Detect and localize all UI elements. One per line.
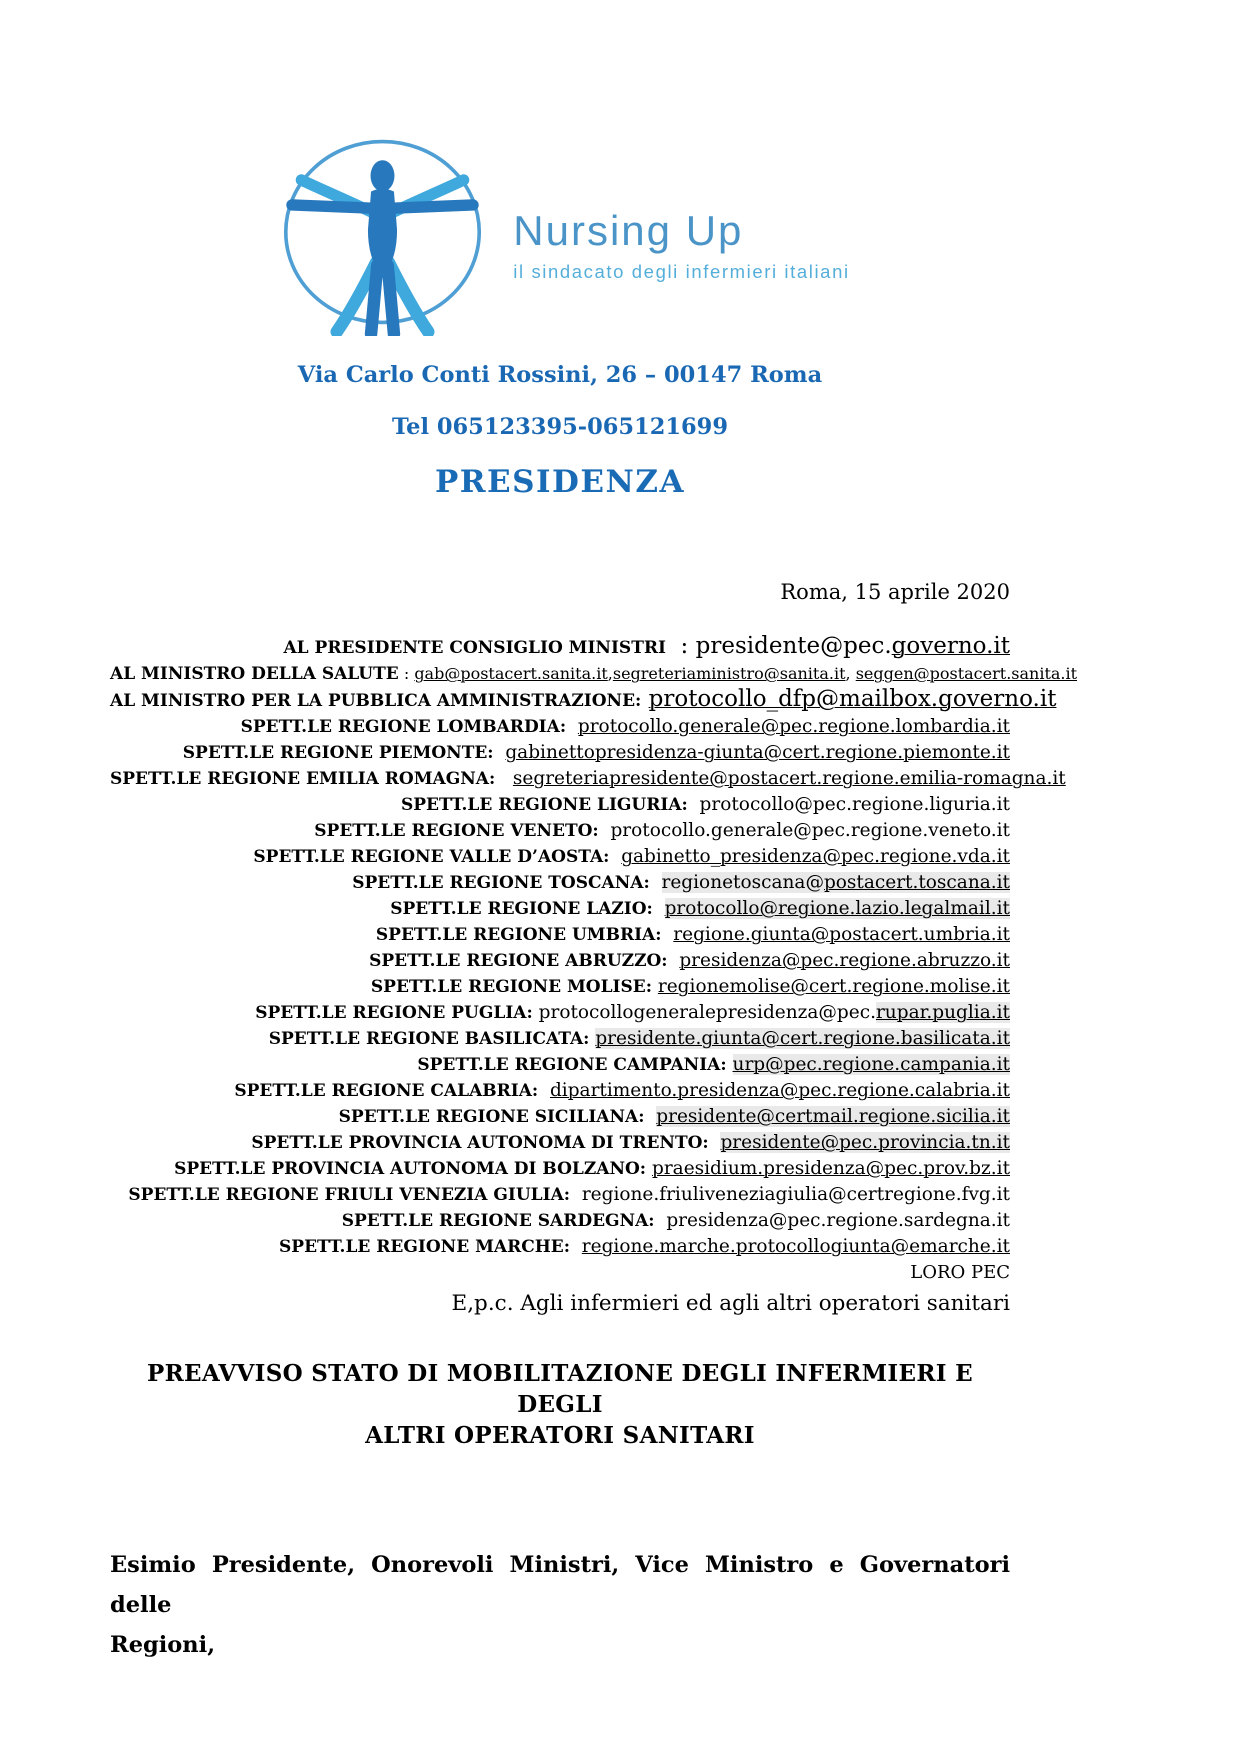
- recipient-email-link[interactable]: protocollo_dfp@mailbox.governo.it: [648, 686, 1057, 712]
- recipient-separator: [566, 716, 578, 737]
- recipient-label: SPETT.LE REGIONE TOSCANA:: [352, 873, 650, 893]
- recipient-label: SPETT.LE REGIONE SARDEGNA:: [341, 1211, 655, 1231]
- recipient-label: SPETT.LE REGIONE PIEMONTE:: [182, 743, 494, 763]
- recipient-label: SPETT.LE REGIONE VENETO:: [314, 821, 599, 841]
- recipient-email-link[interactable]: gabinettopresidenza-giunta@cert.regione.piemonte.it: [505, 742, 1010, 763]
- salutation: [110, 1545, 1010, 1665]
- recipient-email: regionetoscana@: [661, 872, 824, 893]
- recipient-email: regione.friuliveneziagiulia@certregione.fvg.it: [581, 1184, 1010, 1205]
- brand-tagline: il sindacato degli infermieri italiani: [513, 261, 850, 282]
- recipient-line: [110, 844, 1010, 870]
- recipient-label: SPETT.LE REGIONE BASILICATA:: [268, 1029, 590, 1049]
- recipient-email-link[interactable]: presidente@pec.provincia.tn.it: [720, 1132, 1010, 1153]
- salutation-line-1: Esimio Presidente, Onorevoli Ministri, Vice Ministro e Governatori delle: [110, 1552, 1010, 1618]
- recipient-email-link[interactable]: presidente.giunta@cert.regione.basilicata.it: [595, 1028, 1010, 1049]
- recipient-email: presidenza@pec.regione.sardegna.it: [666, 1210, 1010, 1231]
- recipient-separator: [609, 846, 621, 867]
- recipient-email-link[interactable]: segreteriapresidente@postacert.regione.emilia-romagna.it: [512, 768, 1066, 789]
- recipient-email-link[interactable]: gab@postacert.sanita.it: [414, 664, 608, 683]
- recipient-label: SPETT.LE PROVINCIA AUTONOMA DI BOLZANO:: [174, 1159, 647, 1179]
- subject-line-2: ALTRI OPERATORI SANITARI: [365, 1422, 755, 1449]
- recipient-separator: [709, 1132, 721, 1153]
- letter-page: [110, 0, 1078, 1665]
- recipient-email-link[interactable]: protocollo.generale@pec.regione.lombardia.it: [577, 716, 1010, 737]
- recipient-separator: [570, 1236, 582, 1257]
- recipient-label: SPETT.LE REGIONE PUGLIA:: [255, 1003, 533, 1023]
- recipient-email-link[interactable]: gabinetto_presidenza@pec.regione.vda.it: [621, 846, 1010, 867]
- recipient-email-link[interactable]: presidenza@pec.regione.abruzzo.it: [679, 950, 1010, 971]
- recipient-email: presidente@pec.: [695, 633, 892, 659]
- subject-line-1: PREAVVISO STATO DI MOBILITAZIONE DEGLI INFERMIERI E DEGLI: [147, 1360, 973, 1418]
- recipient-line: [110, 1078, 1010, 1104]
- recipient-label: AL MINISTRO PER LA PUBBLICA AMMINISTRAZIONE:: [110, 691, 642, 711]
- recipient-email-link[interactable]: praesidium.presidenza@pec.prov.bz.it: [651, 1158, 1010, 1179]
- recipient-separator: [653, 898, 665, 919]
- recipient-line: [110, 792, 1010, 818]
- recipient-separator: [495, 768, 513, 789]
- recipient-line: [110, 922, 1010, 948]
- recipient-separator: [645, 1106, 657, 1127]
- recipient-line: [110, 1000, 1010, 1026]
- recipient-line: [110, 818, 1010, 844]
- recipient-label: SPETT.LE REGIONE LIGURIA:: [400, 795, 688, 815]
- recipient-line: [110, 1052, 1010, 1078]
- recipient-list: [110, 633, 1078, 1260]
- recipient-line: [110, 714, 1010, 740]
- recipient-line: [110, 1156, 1010, 1182]
- recipient-separator: [655, 1210, 667, 1231]
- recipient-email-link[interactable]: presidente@certmail.regione.sicilia.it: [656, 1106, 1010, 1127]
- subject-heading: [110, 1358, 1010, 1451]
- recipient-line: [110, 1182, 1010, 1208]
- recipient-separator: [641, 686, 648, 712]
- recipient-line: [110, 634, 1010, 661]
- recipient-label: SPETT.LE REGIONE EMILIA ROMAGNA:: [110, 769, 496, 789]
- recipient-line: [110, 1234, 1010, 1260]
- phone-line: Tel 065123395-065121699: [392, 414, 728, 440]
- recipient-label: SPETT.LE PROVINCIA AUTONOMA DI TRENTO:: [251, 1133, 709, 1153]
- recipient-email-link[interactable]: postacert.toscana.it: [823, 872, 1010, 893]
- recipient-email-link[interactable]: protocollo@regione.lazio.legalmail.it: [664, 898, 1010, 919]
- cc-line: E,p.c. Agli infermieri ed agli altri operatori sanitari: [451, 1291, 1010, 1316]
- recipient-line: [110, 896, 1010, 922]
- recipient-email: ,: [607, 664, 613, 683]
- address-line: Via Carlo Conti Rossini, 26 – 00147 Roma: [297, 362, 823, 388]
- recipient-label: SPETT.LE REGIONE ABRUZZO:: [369, 951, 668, 971]
- recipient-email-link[interactable]: segreteriaministro@sanita.it: [612, 664, 846, 683]
- recipient-email-link[interactable]: regione.marche.protocollogiunta@emarche.it: [581, 1236, 1010, 1257]
- recipient-label: SPETT.LE REGIONE CALABRIA:: [234, 1081, 539, 1101]
- recipient-email: protocollo@pec.regione.liguria.it: [699, 794, 1010, 815]
- recipient-label: SPETT.LE REGIONE LOMBARDIA:: [240, 717, 567, 737]
- recipient-line: [110, 948, 1010, 974]
- recipient-label: SPETT.LE REGIONE FRIULI VENEZIA GIULIA:: [128, 1185, 571, 1205]
- logo-text: [513, 181, 849, 283]
- recipient-label: SPETT.LE REGIONE MOLISE:: [370, 977, 652, 997]
- recipient-email-link[interactable]: urp@pec.regione.campania.it: [732, 1054, 1010, 1075]
- recipient-label: SPETT.LE REGIONE MARCHE:: [279, 1237, 571, 1257]
- recipient-separator: [599, 820, 611, 841]
- recipient-email: protocollogeneralepresidenza@pec.: [538, 1002, 876, 1023]
- recipient-email-link[interactable]: rupar.puglia.it: [875, 1002, 1010, 1023]
- recipient-line: [110, 661, 1078, 687]
- recipient-separator: [688, 794, 700, 815]
- recipient-line: [110, 1104, 1010, 1130]
- logo: [110, 128, 1010, 336]
- recipient-label: AL PRESIDENTE CONSIGLIO MINISTRI: [283, 638, 666, 658]
- department-title: PRESIDENZA: [434, 464, 686, 500]
- recipient-separator: :: [665, 633, 696, 659]
- recipient-label: SPETT.LE REGIONE VALLE D’AOSTA:: [253, 847, 610, 867]
- recipient-label: SPETT.LE REGIONE SICILIANA:: [338, 1107, 645, 1127]
- recipient-email: protocollo.generale@pec.regione.veneto.it: [610, 820, 1010, 841]
- recipient-email-link[interactable]: regione.giunta@postacert.umbria.it: [673, 924, 1010, 945]
- recipient-label: SPETT.LE REGIONE LAZIO:: [390, 899, 653, 919]
- recipient-line: [110, 1130, 1010, 1156]
- salutation-line-2: Regioni,: [110, 1632, 216, 1658]
- recipient-separator: [668, 950, 680, 971]
- loro-pec-line: LORO PEC: [910, 1262, 1010, 1283]
- vitruvian-man-logo-icon: [270, 128, 495, 336]
- recipient-separator: [650, 872, 662, 893]
- recipient-line: [110, 1026, 1010, 1052]
- recipient-email-link[interactable]: regionemolise@cert.regione.molise.it: [657, 976, 1010, 997]
- recipient-email-link[interactable]: dipartimento.presidenza@pec.regione.calabria.it: [549, 1080, 1010, 1101]
- recipient-line: [110, 686, 1057, 714]
- recipient-label: SPETT.LE REGIONE CAMPANIA:: [417, 1055, 727, 1075]
- recipient-email-link[interactable]: seggen@postacert.sanita.it: [855, 664, 1078, 683]
- brand-name: Nursing Up: [513, 207, 744, 254]
- recipient-separator: [662, 924, 674, 945]
- recipient-separator: :: [398, 664, 415, 683]
- recipient-line: [110, 974, 1010, 1000]
- recipient-separator: [494, 742, 506, 763]
- recipient-email: ,: [845, 664, 856, 683]
- recipient-separator: [727, 1054, 733, 1075]
- recipient-label: SPETT.LE REGIONE UMBRIA:: [375, 925, 662, 945]
- recipient-line: [110, 766, 1066, 792]
- recipient-label: AL MINISTRO DELLA SALUTE: [110, 664, 399, 684]
- recipient-separator: [538, 1080, 550, 1101]
- recipient-separator: [570, 1184, 582, 1205]
- recipient-line: [110, 870, 1010, 896]
- recipient-line: [110, 1208, 1010, 1234]
- recipient-email-link[interactable]: governo.it: [891, 633, 1010, 659]
- dateline: Roma, 15 aprile 2020: [780, 580, 1010, 604]
- recipient-line: [110, 740, 1010, 766]
